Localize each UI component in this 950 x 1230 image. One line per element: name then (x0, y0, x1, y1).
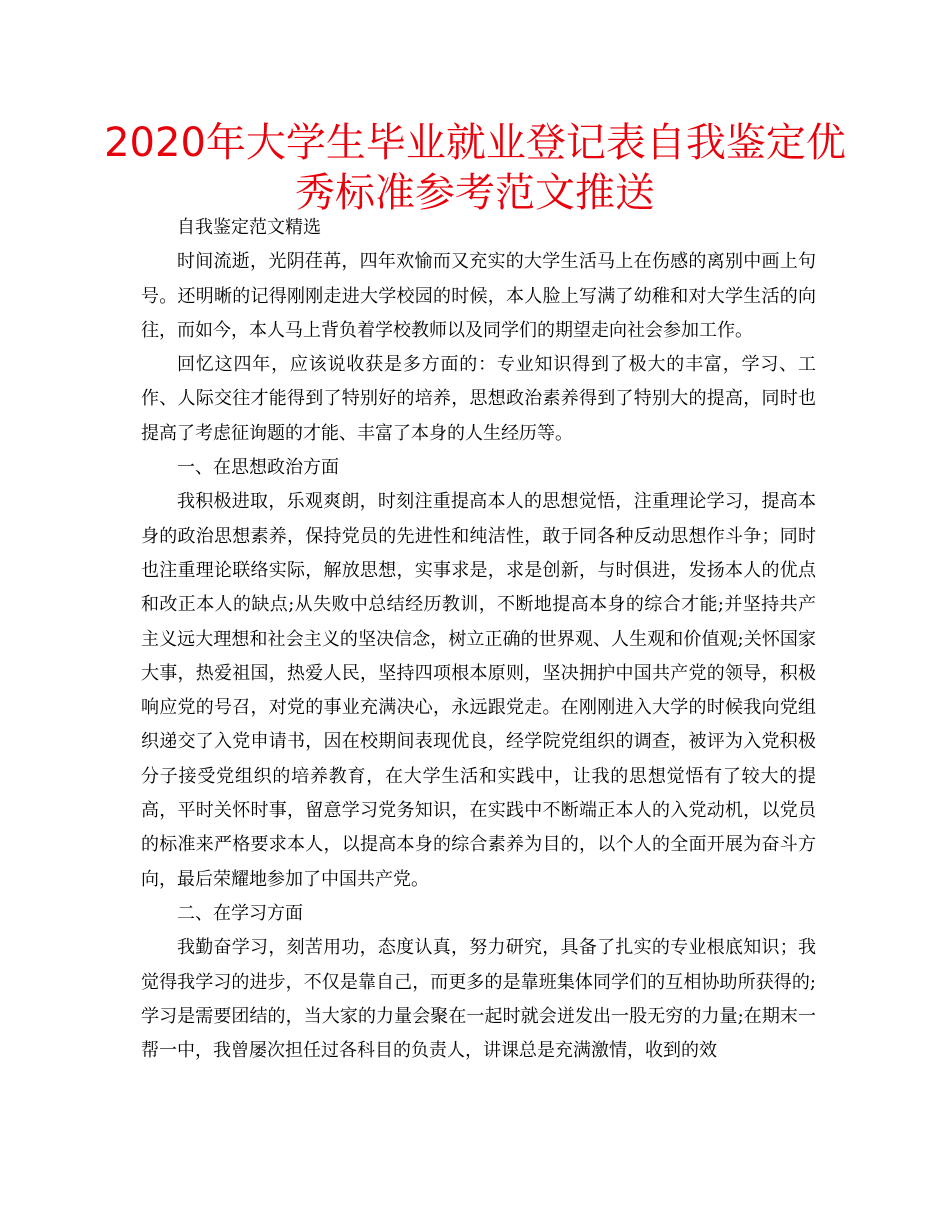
section-heading: 一、在思想政治方面 (177, 457, 339, 479)
document-body (141, 211, 816, 1068)
body-paragraph: 我勤奋学习，刻苦用功，态度认真，努力研究，具备了扎实的专业根底知识；我觉得我学习的进步，不仅是靠自己，而更多的是靠班集体同学们的互相协助所获得的;学习是需要团结的，当大家的力量会聚在一起时就会迸发出一股无穷的力量;在期末一帮一中，我曾屡次担任过各科目的负责人，讲课总是充满激情，收到的效 (141, 937, 816, 1062)
body-paragraph: 回忆这四年，应该说收获是多方面的：专业知识得到了极大的丰富，学习、工作、人际交往才能得到了特别好的培养，思想政治素养得到了特别大的提高，同时也提高了考虑征询题的才能、丰富了本身的人生经历等。 (141, 354, 816, 444)
document-title: 2020年大学生毕业就业登记表自我鉴定优秀标准参考范文推送 (104, 120, 846, 216)
section-heading: 二、在学习方面 (177, 902, 303, 924)
section-heading: 自我鉴定范文精选 (177, 217, 321, 238)
body-paragraph: 时间流逝，光阴荏苒，四年欢愉而又充实的大学生活马上在伤感的离别中画上句号。还明晰的记得刚刚走进大学校园的时候，本人脸上写满了幼稚和对大学生活的向往，而如今，本人马上背负着学校教师以及同学们的期望走向社会参加工作。 (141, 251, 816, 341)
body-paragraph: 我积极进取，乐观爽朗，时刻注重提高本人的思想觉悟，注重理论学习，提高本身的政治思想素养，保持党员的先进性和纯洁性，敢于同各种反动思想作斗争；同时也注重理论联络实际，解放思想，实事求是，求是创新，与时俱进，发扬本人的优点和改正本人的缺点;从失败中总结经历教训，不断地提高本身的综合才能;并坚持共产主义远大理想和社会主义的坚决信念，树立正确的世界观、人生观和价值观;关怀国家大事，热爱祖国，热爱人民，坚持四项根本原则，坚决拥护中国共产党的领导，积极响应党的号召，对党的事业充满决心，永远跟党走。在刚刚进入大学的时候我向党组织递交了入党申请书，因在校期间表现优良，经学院党组织的调查，被评为入党积极分子接受党组织的培养教育，在大学生活和实践中，让我的思想觉悟有了较大的提高，平时关怀时事，留意学习党务知识，在实践中不断端正本人的入党动机，以党员的标准来严格要求本人，以提高本身的综合素养为目的，以个人的全面开展为奋斗方向，最后荣耀地参加了中国共产党。 (141, 491, 816, 890)
